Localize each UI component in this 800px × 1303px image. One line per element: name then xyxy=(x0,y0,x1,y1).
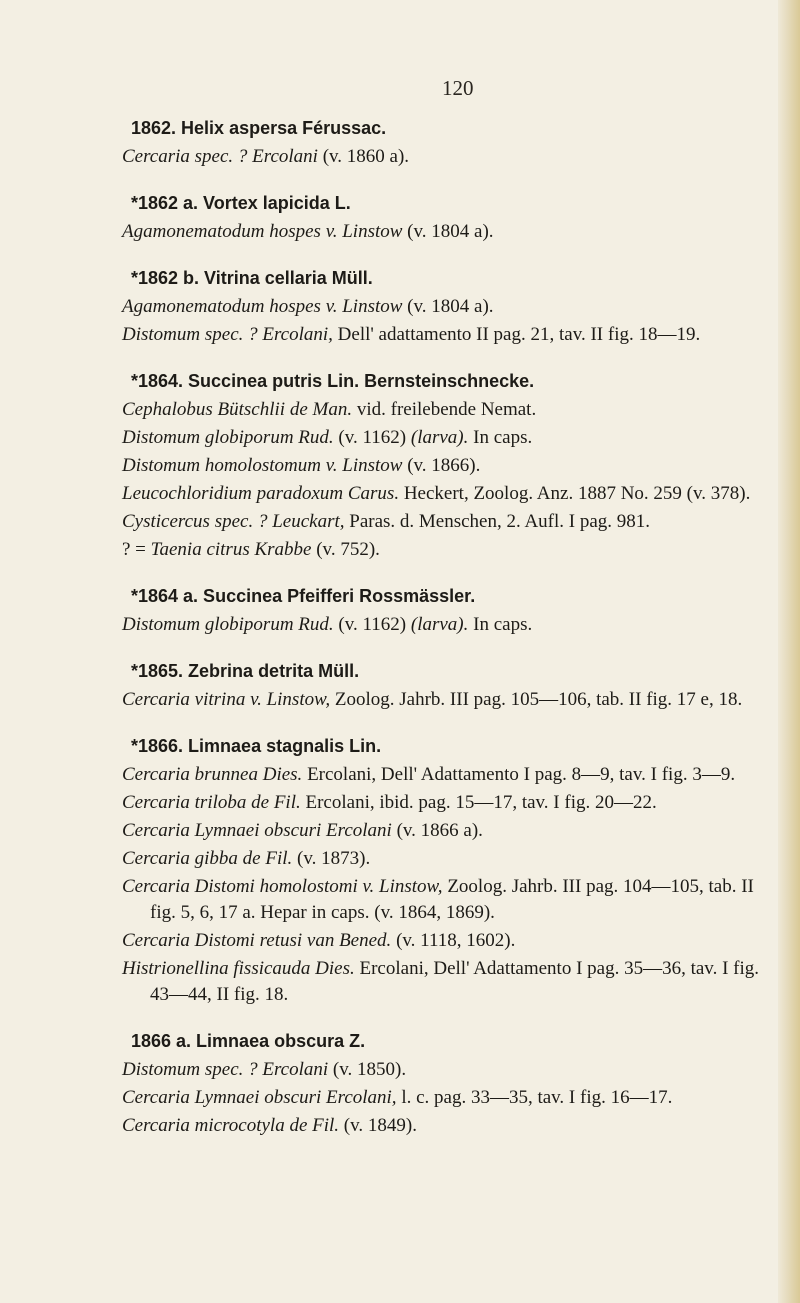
parasite-reference-line xyxy=(122,453,772,479)
taxon-name-text: Distomum homolostomum v. Linstow xyxy=(122,455,403,476)
parasite-reference-line xyxy=(122,874,772,926)
parasite-reference-line xyxy=(122,509,772,535)
host-entry xyxy=(122,657,772,713)
citation-text: Ercolani, Dell' Adattamento I pag. 8—9, tav. I fig. 3—9. xyxy=(302,764,736,785)
parasite-reference-line xyxy=(122,846,772,872)
taxon-name-text: Agamonematodum hospes v. Linstow xyxy=(122,221,403,242)
parasite-reference-line xyxy=(122,687,772,713)
host-species-heading: *1866. Limnaea stagnalis Lin. xyxy=(131,736,382,756)
taxon-name-text: Distomum spec. ? Ercolani, xyxy=(122,324,333,345)
parasite-reference-line xyxy=(122,219,772,245)
taxon-name-text: Distomum spec. ? Ercolani xyxy=(122,1059,329,1080)
host-species-heading: *1864. Succinea putris Lin. Bernsteinschnecke. xyxy=(131,371,535,391)
citation-text: In caps. xyxy=(468,614,533,635)
parasite-reference-line xyxy=(122,481,772,507)
host-entry xyxy=(122,1027,772,1139)
page-number: 120 xyxy=(442,76,474,100)
citation-text: In caps. xyxy=(468,427,533,448)
taxon-name-text: Cercaria vitrina v. Linstow, xyxy=(122,689,331,710)
host-entry xyxy=(122,367,772,563)
parasite-reference-line xyxy=(122,397,772,423)
parasite-reference-line xyxy=(122,762,772,788)
taxon-name-text: Cercaria Lymnaei obscuri Ercolani, xyxy=(122,1087,397,1108)
taxon-name-text: Cercaria triloba de Fil. xyxy=(122,792,301,813)
parasite-reference-line xyxy=(122,1057,772,1083)
citation-text: (v. 1866 a). xyxy=(391,820,483,841)
taxon-name-text: Distomum globiporum Rud. xyxy=(122,614,334,635)
catalog-entries xyxy=(122,114,772,1139)
taxon-name-text: (larva). xyxy=(410,614,469,635)
parasite-reference-line xyxy=(122,612,772,638)
parasite-reference-line xyxy=(122,790,772,816)
parasite-reference-line xyxy=(122,818,772,844)
taxon-name-text: Cysticercus spec. ? Leuckart, xyxy=(122,511,345,532)
citation-text: (v. 1873). xyxy=(292,848,371,869)
parasite-reference-line xyxy=(122,294,772,320)
taxon-name-text: Cercaria Lymnaei obscuri Ercolani xyxy=(122,820,392,841)
citation-text: (v. 1162) xyxy=(333,427,411,448)
page-edge-shadow xyxy=(778,0,800,1303)
parasite-reference-line xyxy=(122,537,772,563)
parasite-reference-line xyxy=(122,956,772,1008)
parasite-reference-line xyxy=(122,144,772,170)
taxon-name-text: Leucochloridium paradoxum Carus. xyxy=(122,483,400,504)
taxon-name-text: Agamonematodum hospes v. Linstow xyxy=(122,296,403,317)
citation-text: ? = xyxy=(122,539,151,560)
host-species-heading: *1862 b. Vitrina cellaria Müll. xyxy=(131,268,373,288)
taxon-name-text: Cercaria Distomi homolostomi v. Linstow, xyxy=(122,876,443,897)
host-species-heading: 1866 a. Limnaea obscura Z. xyxy=(131,1031,366,1051)
citation-text: vid. freilebende Nemat. xyxy=(352,399,537,420)
taxon-name-text: Cercaria spec. ? Ercolani xyxy=(122,146,318,167)
parasite-reference-line xyxy=(122,322,772,348)
taxon-name-text: Taenia citrus Krabbe xyxy=(150,539,312,560)
parasite-reference-line xyxy=(122,1085,772,1111)
citation-text: Zoolog. Jahrb. III pag. 104—105, tab. II fig. 5, 6, 17 a. Hepar in caps. (v. 1864, 1869). xyxy=(150,876,754,923)
host-species-heading: 1862. Helix aspersa Férussac. xyxy=(131,118,387,138)
citation-text: Zoolog. Jahrb. III pag. 105—106, tab. II fig. 17 e, 18. xyxy=(330,689,743,710)
host-species-heading: *1864 a. Succinea Pfeifferi Rossmässler. xyxy=(131,586,476,606)
citation-text: Heckert, Zoolog. Anz. 1887 No. 259 (v. 378). xyxy=(399,483,751,504)
taxon-name-text: Cercaria brunnea Dies. xyxy=(122,764,303,785)
taxon-name-text: Distomum globiporum Rud. xyxy=(122,427,334,448)
citation-text: Dell' adattamento II pag. 21, tav. II fig. 18—19. xyxy=(332,324,701,345)
taxon-name-text: Cercaria gibba de Fil. xyxy=(122,848,293,869)
citation-text: (v. 752). xyxy=(311,539,380,560)
taxon-name-text: Cephalobus Bütschlii de Man. xyxy=(122,399,353,420)
citation-text: Paras. d. Menschen, 2. Aufl. I pag. 981. xyxy=(344,511,651,532)
citation-text: (v. 1849). xyxy=(339,1115,417,1136)
citation-text: (v. 1850). xyxy=(328,1059,407,1080)
citation-text: Ercolani, ibid. pag. 15—17, tav. I fig. 20—22. xyxy=(300,792,657,813)
taxon-name-text: Cercaria microcotyla de Fil. xyxy=(122,1115,340,1136)
taxon-name-text: Cercaria Distomi retusi van Bened. xyxy=(122,930,392,951)
citation-text: (v. 1804 a). xyxy=(402,221,494,242)
citation-text: (v. 1162) xyxy=(333,614,411,635)
parasite-reference-line xyxy=(122,928,772,954)
taxon-name-text: Histrionellina fissicauda Dies. xyxy=(122,958,355,979)
host-entry xyxy=(122,582,772,638)
taxon-name-text: (larva). xyxy=(410,427,469,448)
citation-text: (v. 1118, 1602). xyxy=(391,930,516,951)
host-species-heading: *1865. Zebrina detrita Müll. xyxy=(131,661,360,681)
parasite-reference-line xyxy=(122,1113,772,1139)
host-entry xyxy=(122,114,772,170)
host-entry xyxy=(122,189,772,245)
host-entry xyxy=(122,732,772,1008)
citation-text: Ercolani, Dell' Adattamento I pag. 35—36, tav. I fig. 43—44, II fig. 18. xyxy=(150,958,760,1005)
citation-text: l. c. pag. 33—35, tav. I fig. 16—17. xyxy=(396,1087,673,1108)
host-entry xyxy=(122,264,772,348)
host-species-heading: *1862 a. Vortex lapicida L. xyxy=(131,193,351,213)
citation-text: (v. 1804 a). xyxy=(402,296,494,317)
citation-text: (v. 1860 a). xyxy=(317,146,410,167)
parasite-reference-line xyxy=(122,425,772,451)
citation-text: (v. 1866). xyxy=(402,455,481,476)
